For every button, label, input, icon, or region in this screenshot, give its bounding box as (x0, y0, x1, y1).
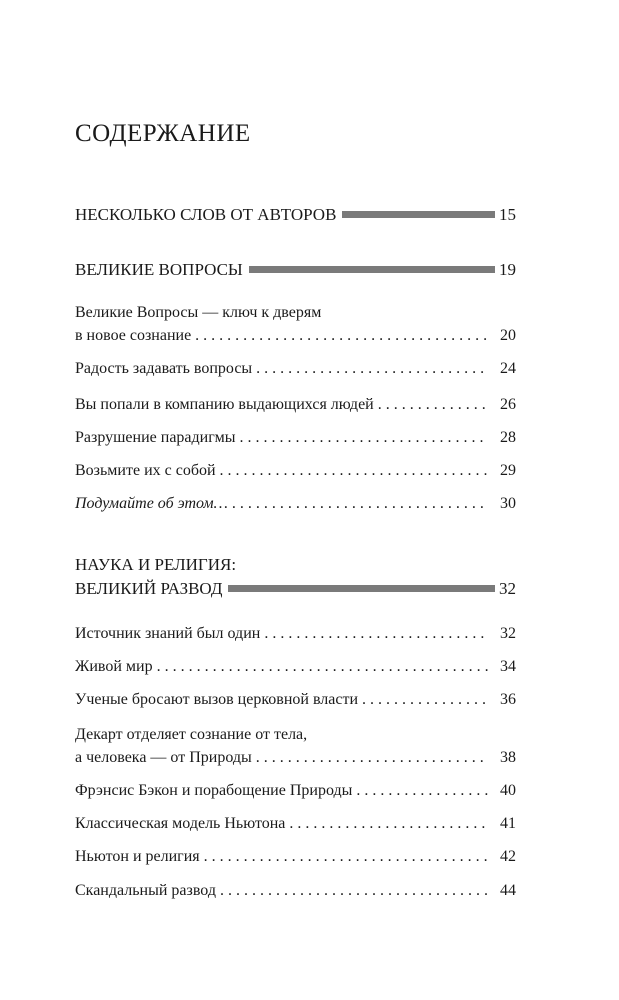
entry-line (75, 622, 516, 645)
entry-title: Ньютон и религия (75, 848, 200, 865)
dot-leader (264, 622, 488, 645)
entry-line (75, 688, 516, 711)
entry-line (75, 845, 516, 868)
entry-line (75, 357, 516, 380)
section-line (75, 577, 516, 601)
section-line (75, 258, 516, 282)
entry-title: Классическая модель Ньютона (75, 815, 286, 832)
page-number: 28 (500, 429, 516, 446)
toc-entry[interactable] (75, 393, 516, 416)
entry-line (75, 879, 516, 902)
entry-title: Разрушение парадигмы (75, 429, 236, 446)
toc-entry[interactable] (75, 492, 516, 515)
section-title-line-2: ВЕЛИКИЙ РАЗВОД (75, 579, 223, 598)
page-number: 38 (500, 749, 516, 766)
entry-title: Возьмите их с собой (75, 462, 216, 479)
dot-leader (362, 688, 488, 711)
entry-title: Фрэнсис Бэкон и порабощение Природы (75, 782, 353, 799)
entry-line (75, 492, 516, 515)
section-bar (249, 266, 495, 273)
page-number: 30 (500, 495, 516, 512)
page-number: 36 (500, 691, 516, 708)
dot-leader (256, 357, 488, 380)
entry-line (75, 459, 516, 482)
toc-entry[interactable] (75, 655, 516, 678)
entry-title: Живой мир (75, 658, 153, 675)
dot-leader (239, 426, 488, 449)
page-title: СОДЕРЖАНИЕ (75, 120, 251, 147)
entry-title: Скандальный развод (75, 882, 216, 899)
dot-leader (195, 324, 488, 347)
toc-section-great-questions[interactable] (75, 258, 516, 282)
toc-entry[interactable] (75, 812, 516, 835)
section-title-line-1: НАУКА И РЕЛИГИЯ: (75, 555, 237, 574)
entry-title: Подумайте об этом… (75, 495, 228, 512)
dot-leader (356, 779, 488, 802)
dot-leader (378, 393, 488, 416)
page-number: 24 (500, 360, 516, 377)
dot-leader (157, 655, 488, 678)
dot-leader (232, 492, 488, 515)
page-number: 19 (499, 260, 516, 279)
page-number: 26 (500, 396, 516, 413)
toc-entry[interactable] (75, 459, 516, 482)
entry-title-line-1: Декарт отделяет сознание от тела, (75, 726, 308, 743)
toc-section-science-religion[interactable] (75, 553, 516, 601)
toc-entry[interactable] (75, 426, 516, 449)
entry-title: Ученые бросают вызов церковной власти (75, 691, 359, 708)
entry-line (75, 324, 516, 347)
page-number: 32 (500, 625, 516, 642)
dot-leader (220, 459, 488, 482)
page-number: 32 (499, 579, 516, 598)
page-number: 34 (500, 658, 516, 675)
entry-line (75, 393, 516, 416)
toc-entry[interactable] (75, 845, 516, 868)
entry-title-line-2: а человека — от Природы (75, 749, 252, 766)
entry-line (75, 812, 516, 835)
entry-title-line-1: Великие Вопросы — ключ к дверям (75, 304, 322, 321)
dot-leader (220, 879, 488, 902)
page-number: 20 (500, 327, 516, 344)
entry-title: Радость задавать вопросы (75, 360, 253, 377)
page-number: 42 (500, 848, 516, 865)
entry-title: Вы попали в компанию выдающихся людей (75, 396, 374, 413)
page-number: 40 (500, 782, 516, 799)
page-number: 15 (499, 205, 516, 224)
entry-line (75, 426, 516, 449)
page-number: 41 (500, 815, 516, 832)
section-title: ВЕЛИКИЕ ВОПРОСЫ (75, 260, 243, 279)
page-number: 29 (500, 462, 516, 479)
entry-line (75, 779, 516, 802)
toc-entry[interactable] (75, 723, 516, 769)
toc-entry[interactable] (75, 622, 516, 645)
toc-entry[interactable] (75, 357, 516, 380)
toc-entry[interactable] (75, 688, 516, 711)
dot-leader (256, 746, 488, 769)
dot-leader (204, 845, 488, 868)
entry-line (75, 655, 516, 678)
entry-line (75, 746, 516, 769)
entry-title: Источник знаний был один (75, 625, 261, 642)
section-title: НЕСКОЛЬКО СЛОВ ОТ АВТОРОВ (75, 205, 337, 224)
page-number: 44 (500, 882, 516, 899)
toc-entry[interactable] (75, 779, 516, 802)
dot-leader (289, 812, 488, 835)
section-bar (228, 585, 495, 592)
toc-entry[interactable] (75, 879, 516, 902)
section-line (75, 203, 516, 227)
toc-entry[interactable] (75, 301, 516, 347)
entry-title-line-2: в новое сознание (75, 327, 192, 344)
toc-section-authors[interactable] (75, 203, 516, 227)
section-bar (342, 211, 495, 218)
